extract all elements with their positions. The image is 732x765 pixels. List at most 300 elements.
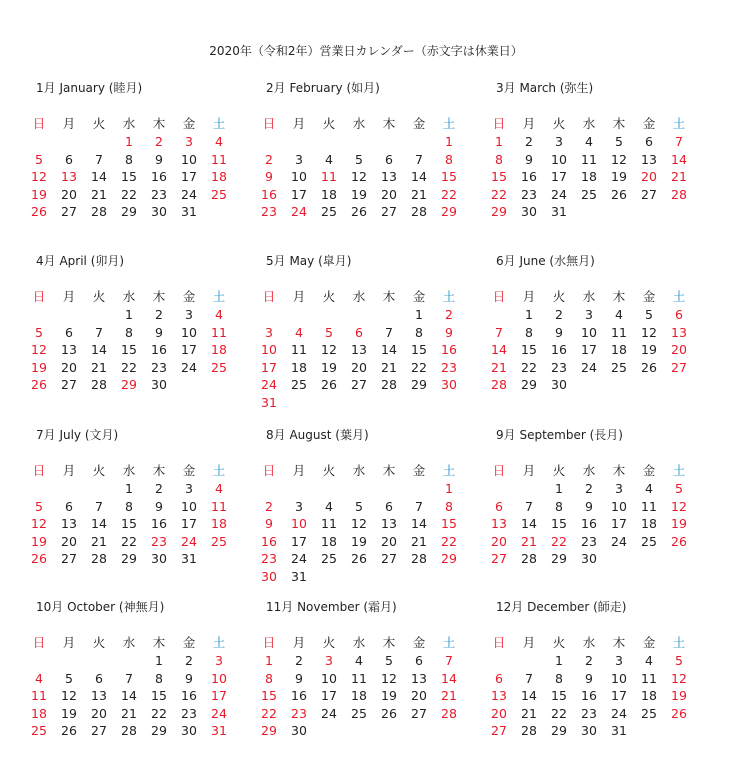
calendar-day: 24	[581, 359, 597, 375]
weekday-header: 日	[32, 289, 46, 304]
calendar-day: 10	[181, 498, 197, 514]
calendar-day: 3	[185, 481, 193, 496]
calendar-day: 4	[325, 151, 333, 167]
calendar-day: 5	[385, 653, 393, 668]
calendar-day: 23	[551, 359, 567, 375]
calendar-day: 17	[181, 516, 197, 532]
weekday-header: 土	[442, 635, 456, 650]
calendar-day: 20	[381, 186, 397, 202]
calendar-day: 9	[525, 151, 533, 167]
calendar-day: 14	[521, 516, 537, 532]
calendar-day: 15	[441, 516, 457, 532]
calendar-day: 29	[261, 723, 277, 739]
calendar-day: 30	[151, 377, 167, 393]
calendar-day: 15	[491, 169, 507, 185]
calendar-day: 9	[155, 498, 163, 514]
calendar-day: 6	[65, 324, 73, 340]
calendar-day: 19	[351, 186, 367, 202]
weekday-header: 木	[612, 463, 626, 478]
calendar-day: 20	[351, 359, 367, 375]
calendar-day: 15	[411, 342, 427, 358]
calendar-day: 25	[31, 723, 47, 739]
calendar-day: 4	[35, 670, 43, 686]
calendar-day: 22	[521, 359, 537, 375]
calendar-day: 18	[351, 688, 367, 704]
calendar-day: 12	[61, 688, 77, 704]
calendar-day: 8	[555, 498, 563, 514]
calendar-day: 8	[445, 151, 453, 167]
calendar-day: 1	[125, 481, 133, 496]
weekday-header: 日	[262, 289, 276, 304]
month-title: 2月 February (如月)	[266, 81, 380, 95]
calendar-day: 5	[325, 324, 333, 340]
weekday-header: 水	[352, 635, 366, 650]
weekday-header: 土	[212, 116, 226, 131]
calendar-day: 28	[381, 377, 397, 393]
weekday-header: 水	[352, 289, 366, 304]
weekday-header: 水	[582, 116, 596, 131]
weekday-header: 月	[62, 116, 76, 131]
weekday-header: 水	[122, 289, 136, 304]
weekday-header: 月	[522, 116, 536, 131]
calendar-day: 6	[385, 498, 393, 514]
weekday-header: 金	[412, 463, 426, 478]
calendar-day: 12	[641, 324, 657, 340]
calendar-day: 31	[551, 204, 567, 220]
calendar-day: 15	[121, 342, 137, 358]
calendar-day: 21	[491, 359, 507, 375]
calendar-day: 17	[321, 688, 337, 704]
calendar-day: 21	[91, 533, 107, 549]
weekday-header: 水	[352, 463, 366, 478]
calendar-day: 26	[671, 533, 687, 549]
month-title: 7月 July (文月)	[36, 428, 119, 442]
weekday-header: 木	[152, 116, 166, 131]
calendar-day: 31	[261, 395, 277, 410]
calendar-day: 14	[121, 688, 137, 704]
month-block	[31, 427, 276, 567]
calendar-day: 25	[211, 359, 227, 375]
weekday-header: 土	[442, 289, 456, 304]
calendar-day: 16	[261, 186, 277, 202]
weekday-header: 木	[152, 289, 166, 304]
calendar-day: 11	[31, 688, 47, 704]
month-title: 6月 June (水無月)	[496, 254, 595, 268]
calendar-day: 14	[91, 169, 107, 185]
weekday-header: 日	[262, 635, 276, 650]
calendar-day: 9	[265, 169, 273, 185]
calendar-day: 11	[611, 324, 627, 340]
calendar-day: 28	[121, 723, 137, 739]
calendar-day: 14	[411, 516, 427, 532]
calendar-day: 4	[215, 134, 223, 149]
calendar-day: 12	[31, 516, 47, 532]
calendar-day: 19	[671, 688, 687, 704]
calendar-day: 4	[615, 307, 623, 322]
calendar-day: 28	[91, 551, 107, 567]
calendar-day: 3	[615, 481, 623, 496]
calendar-day: 3	[295, 498, 303, 514]
calendar-day: 18	[291, 359, 307, 375]
calendar-day: 23	[581, 533, 597, 549]
weekday-header: 火	[92, 635, 106, 650]
calendar-day: 1	[415, 307, 423, 322]
calendar-day: 12	[671, 498, 687, 514]
page-title: 2020年（令和2年）営業日カレンダー（赤文字は休業日）	[209, 44, 523, 58]
calendar-day: 6	[495, 498, 503, 514]
weekday-header: 月	[522, 463, 536, 478]
calendar-day: 31	[181, 204, 197, 220]
weekday-header: 木	[152, 635, 166, 650]
calendar-day: 30	[151, 204, 167, 220]
calendar-day: 15	[551, 516, 567, 532]
calendar-day: 15	[151, 688, 167, 704]
calendar-day: 19	[61, 705, 77, 721]
calendar-day: 9	[295, 670, 303, 686]
calendar-day: 6	[385, 151, 393, 167]
calendar-day: 12	[611, 151, 627, 167]
calendar-day: 17	[181, 342, 197, 358]
calendar-day: 5	[675, 653, 683, 668]
calendar-day: 12	[671, 670, 687, 686]
weekday-header: 火	[322, 289, 336, 304]
calendar-day: 22	[121, 186, 137, 202]
month-title: 3月 March (弥生)	[496, 81, 594, 95]
calendar-day: 7	[415, 151, 423, 167]
calendar-day: 25	[641, 705, 657, 721]
calendar-day: 26	[671, 705, 687, 721]
calendar-day: 3	[555, 134, 563, 149]
weekday-header: 日	[32, 635, 46, 650]
calendar-day: 22	[441, 186, 457, 202]
calendar-day: 24	[261, 377, 277, 393]
calendar-day: 10	[291, 169, 307, 185]
calendar-day: 2	[185, 653, 193, 668]
calendar-day: 5	[615, 134, 623, 149]
calendar-day: 16	[551, 342, 567, 358]
calendar-day: 14	[671, 151, 687, 167]
calendar-day: 7	[95, 324, 103, 340]
calendar-day: 19	[611, 169, 627, 185]
calendar-day: 29	[121, 551, 137, 567]
calendar-day: 30	[181, 723, 197, 739]
calendar-day: 27	[641, 186, 657, 202]
calendar-day: 20	[411, 688, 427, 704]
weekday-header: 月	[62, 289, 76, 304]
calendar-day: 30	[551, 377, 567, 393]
calendar-day: 19	[31, 359, 47, 375]
calendar-day: 21	[411, 186, 427, 202]
calendar-day: 30	[521, 204, 537, 220]
calendar-day: 20	[381, 533, 397, 549]
weekday-header: 金	[182, 289, 196, 304]
calendar-day: 6	[65, 151, 73, 167]
calendar-day: 1	[445, 481, 453, 496]
calendar-day: 18	[641, 516, 657, 532]
calendar-day: 1	[555, 481, 563, 496]
weekday-header: 日	[262, 463, 276, 478]
calendar-day: 31	[291, 569, 307, 584]
calendar-day: 11	[211, 324, 227, 340]
calendar-day: 29	[551, 723, 567, 739]
calendar-day: 16	[441, 342, 457, 358]
calendar-day: 11	[211, 498, 227, 514]
calendar-day: 29	[521, 377, 537, 393]
weekday-header: 金	[412, 635, 426, 650]
calendar-day: 27	[61, 377, 77, 393]
calendar-day: 10	[321, 670, 337, 686]
calendar-day: 13	[61, 169, 77, 185]
calendar-day: 30	[581, 723, 597, 739]
calendar-day: 14	[491, 342, 507, 358]
calendar-day: 3	[265, 324, 273, 340]
calendar-day: 14	[521, 688, 537, 704]
weekday-header: 水	[582, 463, 596, 478]
calendar-day: 27	[61, 551, 77, 567]
weekday-header: 月	[292, 463, 306, 478]
month-title: 5月 May (皐月)	[266, 254, 352, 268]
calendar-day: 10	[581, 324, 597, 340]
calendar-day: 1	[155, 653, 163, 668]
calendar-day: 11	[211, 151, 227, 167]
calendar-day: 7	[95, 498, 103, 514]
calendar-day: 23	[581, 705, 597, 721]
calendar-day: 29	[121, 204, 137, 220]
calendar-day: 18	[321, 186, 337, 202]
weekday-header: 月	[522, 635, 536, 650]
calendar-day: 13	[351, 342, 367, 358]
calendar-day: 6	[675, 307, 683, 322]
calendar-day: 24	[211, 705, 227, 721]
weekday-header: 水	[122, 463, 136, 478]
weekday-header: 木	[382, 635, 396, 650]
calendar-day: 18	[211, 169, 227, 185]
calendar-day: 8	[265, 670, 273, 686]
calendar-day: 15	[521, 342, 537, 358]
calendar-day: 26	[31, 204, 47, 220]
calendar-day: 13	[671, 324, 687, 340]
weekday-header: 木	[152, 463, 166, 478]
calendar-day: 18	[581, 169, 597, 185]
month-title: 1月 January (睦月)	[36, 81, 143, 95]
calendar-day: 21	[411, 533, 427, 549]
calendar-day: 29	[491, 204, 507, 220]
calendar-day: 21	[521, 705, 537, 721]
calendar-day: 20	[61, 359, 77, 375]
weekday-header: 火	[322, 635, 336, 650]
calendar-day: 22	[411, 359, 427, 375]
calendar-day: 29	[441, 551, 457, 567]
calendar-day: 24	[181, 186, 197, 202]
calendar-day: 7	[385, 324, 393, 340]
calendar-day: 17	[551, 169, 567, 185]
calendar-day: 4	[295, 324, 303, 340]
calendar-day: 16	[291, 688, 307, 704]
calendar-day: 10	[551, 151, 567, 167]
calendar-day: 9	[265, 516, 273, 532]
weekday-header: 火	[92, 289, 106, 304]
calendar-day: 16	[521, 169, 537, 185]
month-title: 12月 December (師走)	[496, 600, 627, 614]
calendar-day: 24	[291, 551, 307, 567]
weekday-header: 木	[382, 116, 396, 131]
weekday-header: 日	[32, 463, 46, 478]
calendar-day: 18	[641, 688, 657, 704]
calendar-day: 15	[441, 169, 457, 185]
calendar-day: 17	[181, 169, 197, 185]
calendar-day: 6	[355, 324, 363, 340]
weekday-header: 日	[492, 635, 506, 650]
weekday-header: 木	[612, 116, 626, 131]
calendar-day: 8	[525, 324, 533, 340]
month-block	[31, 80, 276, 220]
calendar-day: 1	[265, 653, 273, 668]
calendar-day: 31	[211, 723, 227, 739]
calendar-day: 7	[415, 498, 423, 514]
calendar-day: 16	[181, 688, 197, 704]
calendar-day: 12	[31, 342, 47, 358]
calendar-day: 27	[491, 723, 507, 739]
calendar-day: 13	[91, 688, 107, 704]
weekday-header: 木	[612, 289, 626, 304]
month-block	[491, 427, 732, 567]
calendar-day: 2	[295, 653, 303, 668]
calendar-day: 27	[411, 705, 427, 721]
calendar-day: 28	[91, 204, 107, 220]
calendar-day: 28	[411, 551, 427, 567]
calendar-day: 3	[215, 653, 223, 668]
calendar-day: 10	[611, 498, 627, 514]
calendar-day: 7	[495, 324, 503, 340]
calendar-day: 19	[351, 533, 367, 549]
calendar-day: 3	[185, 134, 193, 149]
calendar-day: 27	[351, 377, 367, 393]
calendar-day: 13	[381, 516, 397, 532]
calendar-day: 6	[95, 670, 103, 686]
calendar-day: 16	[151, 169, 167, 185]
calendar-day: 6	[645, 134, 653, 149]
month-block	[261, 427, 506, 584]
calendar-day: 7	[525, 670, 533, 686]
calendar-day: 21	[521, 533, 537, 549]
calendar-day: 11	[321, 169, 337, 185]
calendar-day: 23	[181, 705, 197, 721]
calendar-day: 26	[611, 186, 627, 202]
calendar-day: 9	[185, 670, 193, 686]
calendar-day: 30	[581, 551, 597, 567]
calendar-day: 15	[261, 688, 277, 704]
calendar-day: 4	[355, 653, 363, 668]
calendar-day: 25	[611, 359, 627, 375]
calendar-day: 25	[211, 533, 227, 549]
calendar-day: 27	[671, 359, 687, 375]
calendar-day: 9	[155, 324, 163, 340]
weekday-header: 木	[382, 289, 396, 304]
calendar-day: 9	[555, 324, 563, 340]
month-title: 4月 April (卯月)	[36, 254, 125, 268]
calendar-day: 20	[491, 533, 507, 549]
calendar-day: 13	[61, 516, 77, 532]
calendar-day: 18	[211, 342, 227, 358]
calendar-day: 15	[121, 516, 137, 532]
calendar-day: 9	[585, 670, 593, 686]
calendar-day: 1	[125, 307, 133, 322]
calendar-day: 19	[31, 186, 47, 202]
calendar-day: 28	[671, 186, 687, 202]
calendar-day: 1	[555, 653, 563, 668]
calendar-day: 4	[585, 134, 593, 149]
weekday-header: 土	[442, 116, 456, 131]
calendar-day: 24	[551, 186, 567, 202]
calendar-day: 13	[641, 151, 657, 167]
calendar-day: 8	[125, 498, 133, 514]
calendar-day: 20	[491, 705, 507, 721]
calendar-day: 11	[291, 342, 307, 358]
calendar-day: 17	[261, 359, 277, 375]
weekday-header: 月	[62, 463, 76, 478]
calendar-day: 11	[641, 670, 657, 686]
calendar-day: 24	[181, 533, 197, 549]
calendar-day: 5	[355, 498, 363, 514]
calendar-day: 25	[321, 551, 337, 567]
calendar-day: 12	[351, 169, 367, 185]
calendar-day: 7	[525, 498, 533, 514]
calendar-day: 26	[381, 705, 397, 721]
calendar-day: 23	[521, 186, 537, 202]
calendar-day: 1	[525, 307, 533, 322]
calendar-day: 16	[581, 688, 597, 704]
calendar-day: 17	[581, 342, 597, 358]
calendar-day: 5	[35, 151, 43, 167]
calendar-day: 20	[91, 705, 107, 721]
calendar-day: 11	[641, 498, 657, 514]
calendar-day: 22	[491, 186, 507, 202]
weekday-header: 金	[182, 463, 196, 478]
calendar-day: 13	[491, 688, 507, 704]
calendar-day: 8	[415, 324, 423, 340]
weekday-header: 火	[92, 463, 106, 478]
calendar-day: 6	[65, 498, 73, 514]
weekday-header: 火	[92, 116, 106, 131]
weekday-header: 火	[552, 116, 566, 131]
calendar-day: 19	[321, 359, 337, 375]
calendar-day: 5	[355, 151, 363, 167]
calendar-day: 20	[61, 533, 77, 549]
weekday-header: 土	[212, 289, 226, 304]
month-block	[31, 253, 276, 393]
calendar-day: 19	[641, 342, 657, 358]
weekday-header: 月	[522, 289, 536, 304]
weekday-header: 土	[442, 463, 456, 478]
calendar-day: 14	[91, 516, 107, 532]
weekday-header: 金	[642, 463, 656, 478]
calendar-day: 6	[495, 670, 503, 686]
calendar-day: 8	[155, 670, 163, 686]
month-title: 9月 September (長月)	[496, 428, 623, 442]
calendar-day: 16	[581, 516, 597, 532]
calendar-day: 1	[445, 134, 453, 149]
calendar-day: 5	[35, 324, 43, 340]
calendar-day: 2	[445, 307, 453, 322]
month-block	[491, 80, 732, 220]
calendar-day: 2	[155, 481, 163, 496]
calendar-day: 30	[441, 377, 457, 393]
calendar-day: 21	[121, 705, 137, 721]
calendar-day: 19	[671, 516, 687, 532]
calendar-day: 29	[121, 377, 137, 393]
calendar-day: 23	[291, 705, 307, 721]
calendar-day: 21	[381, 359, 397, 375]
